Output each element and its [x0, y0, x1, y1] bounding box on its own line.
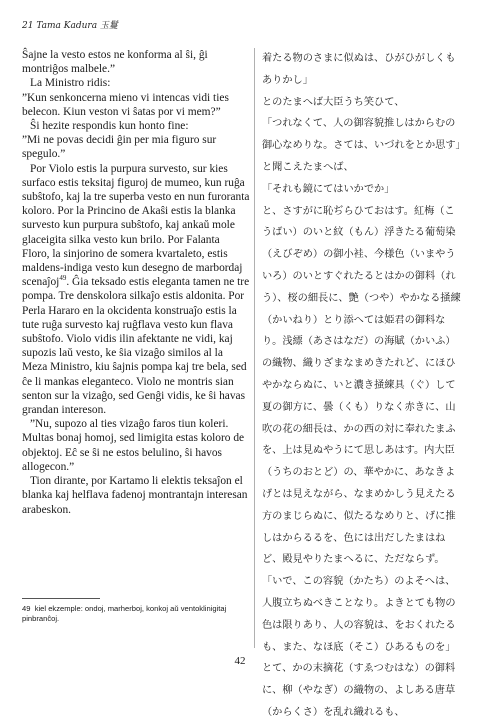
paragraph: 「いで、この容貌（かたち）のよそへは、人腹立ちぬべきことなり。よきとても物の色は限りあり、人の容貌は、をおくれたるも、また、なほ底（そこ）ひあるものを」: [262, 576, 456, 653]
paragraph: とのたまへば大臣うち笑ひて、: [262, 96, 405, 108]
left-column: [22, 48, 250, 517]
paragraph: La Ministro ridis:: [30, 77, 111, 90]
paragraph: 「それも鏡にてはいかでか」: [262, 183, 395, 195]
paragraph-text: Ĝia teksado estis eleganta tamen ne tre pompa. Tre denskolora silkaĵo estis aldonita. Por Perla Hararo en la okcidenta konstruaĵo estis la tute ruĝa survesto kaj ruĝflava vesto kun flava subŝtofo. Violo vidis ilin afektante ne vidi, kaj supozis laŭ vesto, ke ŝia vizaĝo similos al la Meza Ministro, kiu ŝajnis pompa kaj tre bela, sed ĉe li mankas eleganteco. Violo ne montris sian senton sur la vizaĝo, sed Genĝi vidis, ke ŝi havas grandan intereson.: [22, 276, 250, 417]
footnote-rule: [22, 598, 100, 599]
paragraph: と、さすがに恥ぢらひておはす。紅梅（こうばい）のいと紋（もん）浮きたる葡萄染（えびぞめ）の御小袿、今様色（いまやういろ）のいとすぐれたるとはかの御料（れう）、桜の細長に、艶（つや）やかなる掻練（かいねり）とり添へては姫君の御料なり。浅縹（あさはなだ）の海賦（かいふ）の織物、織りざまなまめきたれど、にほひやかならぬに、いと濃き掻練具（ぐ）して夏の御方に、曇（くも）りなく赤きに、山吹の花の細長は、かの西の対に奉れたまふを、上は見ぬやうにて思しあはす。内大臣（うちのおとど）の、華やかに、あなきよげとは見えながら、なまめかしう見えたる方のまじらぬに、似たるなめりと、げに推しはからるるを、色には出だしたまはねど、殿見やりたまへるに、ただならず。: [262, 205, 461, 566]
footnote: [22, 604, 250, 623]
paragraph: Ŝajne la vesto estos ne konforma al ŝi, ĝi montriĝos malbele.”: [22, 49, 208, 76]
page-number: 42: [234, 655, 246, 667]
paragraph: 「つれなくて、人の御容貌推しはからむの御心なめりな。さては、いづれをとか思す」: [262, 118, 466, 152]
paragraph: ”Nu, supozo al ties vizaĝo faros tiun koleri. Multas bonaj homoj, sed limigita estas koloro de objektoj. Eĉ se ŝi ne estos belulino, ŝi havos allogecon.”: [22, 418, 245, 473]
paragraph: ”Mi ne povas decidi ĝin per mia figuro sur spegulo.”: [22, 134, 217, 161]
paragraph: Ŝi hezite respondis kun honto fine:: [30, 120, 189, 133]
paragraph: Tion dirante, por Kartamo li elektis teksaĵon el blanka kaj helflava fadenoj montrantajn interesan arabeskon.: [22, 475, 248, 516]
footnote-ref: 49: [59, 274, 67, 283]
paragraph: 着たる物のさまに似ぬは、ひがひがしくもありかし」: [262, 53, 456, 86]
footnote-text: kiel ekzemple: ondoj, marherboj, konkoj aŭ ventoklinigitaj pinbranĉoj.: [22, 604, 227, 623]
running-head: 21 Tama Kadura 玉鬘: [22, 21, 118, 31]
right-column: [262, 48, 466, 724]
footnote-number: 49: [22, 604, 31, 613]
paragraph: と聞こえたまへば、: [262, 161, 354, 173]
paragraph: Por Violo estis la purpura survesto, sur kies surfaco estis teksitaj figuroj de mumeo, kun ruĝa subŝtofo, kaj la tre superba vesto en nun furoranta koloro. Por la Princino de Akaŝi estis la blanka survesto kun purpura subŝtofo, kaj ankaŭ mole glaceigita silka vesto kun brilo. Por Falanta Floro, la sinjorino de somera kvartaleto, estis maldens-indiga vesto kun desegno de marbordaj scenaĵoj$^{49}$. Ĝia teksado estis eleganta tamen ne tre pompa. Tre denskolora silkaĵo estis aldonita. Por Perla Hararo en la okcidenta konstruaĵo estis la tute ruĝa survesto kaj ruĝflava vesto kun flava subŝtofo. Violo vidis ilin afektante ne vidi, kaj supozis laŭ vesto, ke ŝia vizaĝo similos al la Meza Ministro, kiu ŝajnis pompa kaj tre bela, sed ĉe li mankas eleganteco. Violo ne montris sian senton sur la vizaĝo, sed Genĝi vidis, ke ŝi havas grandan intereson.: [22, 162, 250, 417]
paragraph-text: Por Violo estis la purpura survesto, sur kies surfaco estis teksitaj figuroj de mumeo, kun ruĝa subŝtofo, kaj la tre superba vesto en nun furoranta koloro. Por la Princino de Akaŝi estis la blanka survesto kun purpura subŝtofo, kaj ankaŭ mole glaceigita silka vesto kun brilo. Por Falanta Floro, la sinjorino de somera kvartaleto, estis maldens-indiga vesto kun desegno de marbordaj scenaĵoj: [22, 162, 250, 289]
paragraph: とて、かの末摘花（すゑつむはな）の御料に、柳（やなぎ）の織物の、よしある唐草（からくさ）を乱れ織れるも、: [262, 663, 456, 718]
paragraph: ”Kun senkoncerna mieno vi intencas vidi ties belecon. Kiun veston vi ŝatas por vi mem?”: [22, 91, 229, 118]
column-divider: [254, 48, 255, 648]
